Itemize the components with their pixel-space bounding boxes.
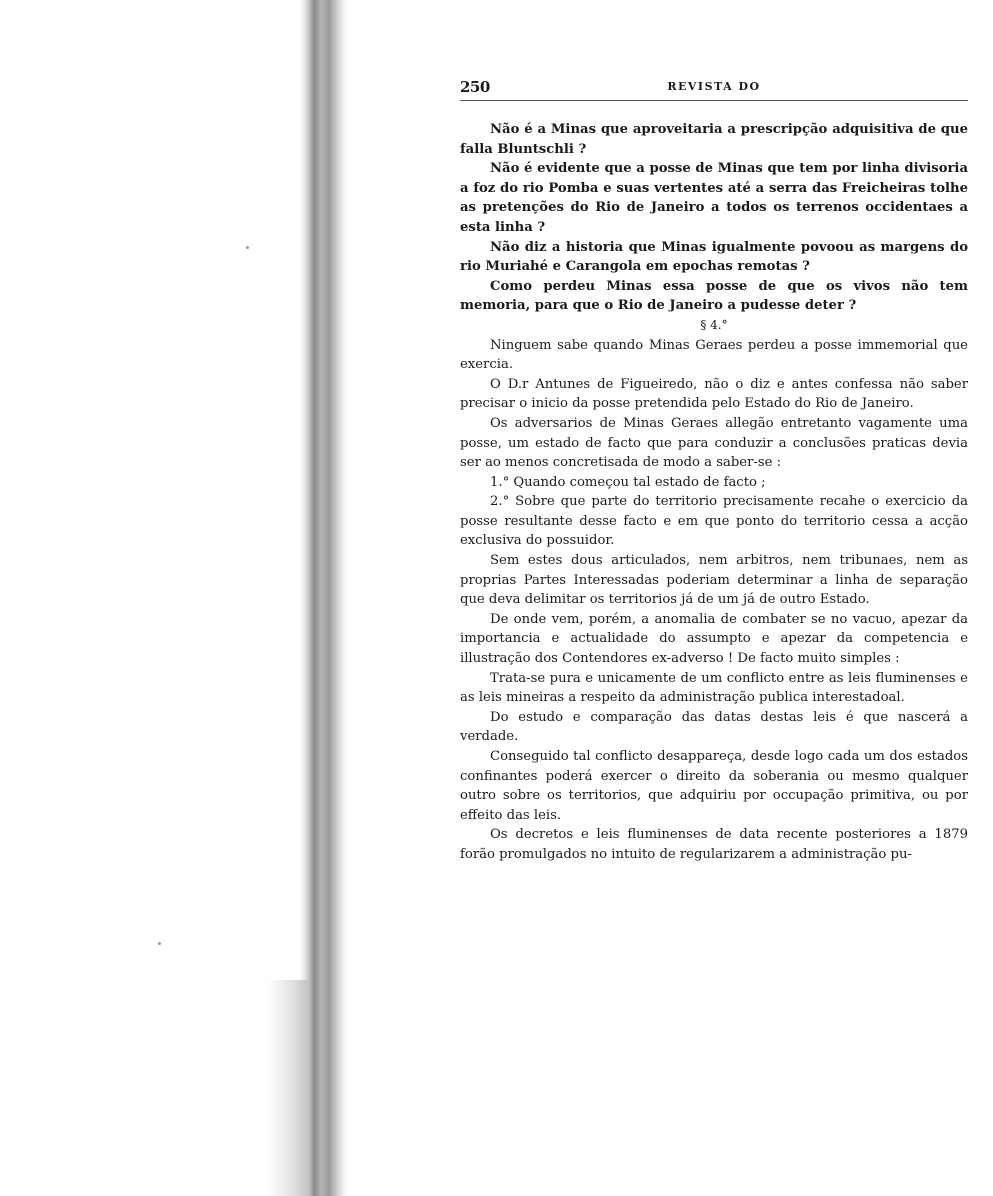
body-text [460, 120, 968, 865]
paragraph: Não diz a historia que Minas igualmente povoou as margens do rio Muriahé e Carangola em epochas remotas ? [460, 239, 968, 275]
section-heading: § 4.° [700, 317, 728, 332]
book-gutter-edge [268, 980, 308, 1196]
paper-speck [158, 942, 161, 945]
paragraph: Como perdeu Minas essa posse de que os vivos não tem memoria, para que o Rio de Janeiro a pudesse deter ? [460, 278, 968, 314]
paragraph: Os adversarios de Minas Geraes allegão entretanto vagamente uma posse, um estado de facto que para conduzir a conclusões praticas devia ser ao menos concretisada de modo a saber-se : [460, 415, 968, 471]
list-item: 2.° Sobre que parte do territorio precisamente recahe o exercicio da posse resultante desse facto e em que ponto do territorio cessa a acção exclusiva do possuidor. [460, 494, 968, 549]
page-header [460, 78, 968, 101]
paragraph: Ninguem sabe quando Minas Geraes perdeu a posse immemorial que exercia. [460, 337, 968, 373]
paragraph: De onde vem, porém, a anomalia de combater se no vacuo, apezar da importancia e actualidade do assumpto e apezar da competencia e illustração dos Contendores ex-adverso ! De facto muito simples : [460, 611, 968, 667]
paragraph: Do estudo e comparação das datas destas leis é que nascerá a verdade. [460, 709, 968, 745]
paragraph: O D.r Antunes de Figueiredo, não o diz e antes confessa não saber precisar o inicio da posse pretendida pelo Estado do Rio de Janeiro. [460, 376, 968, 412]
paragraph: Sem estes dous articulados, nem arbitros, nem tribunaes, nem as proprias Partes Interessadas poderiam determinar a linha de separação que deva delimitar os territorios já de um já de outro Estado. [460, 553, 968, 608]
paragraph: Não é a Minas que aproveitaria a prescripção adquisitiva de que falla Bluntschli ? [460, 122, 968, 157]
paragraph: Trata-se pura e unicamente de um conflicto entre as leis fluminenses e as leis mineiras a respeito da administração publica interestadoal. [460, 670, 968, 706]
paragraph: Não é evidente que a posse de Minas que tem por linha divisoria a foz do rio Pomba e suas vertentes até a serra das Freicheiras tolhe as pretenções do Rio de Janeiro a todos os terrenos occidentaes a esta linha ? [460, 161, 968, 235]
paper-speck [246, 246, 249, 249]
page-number: 250 [460, 78, 490, 96]
paragraph: Os decretos e leis fluminenses de data recente posteriores a 1879 forão promulgados no intuito de regularizarem a administração pu- [460, 827, 968, 862]
paragraph: Conseguido tal conflicto desappareça, desde logo cada um dos estados confinantes poderá exercer o direito da soberania ou mesmo qualquer outro sobre os territorios, que adquiriu por occupação primitiva, ou por effeito das leis. [460, 749, 968, 823]
list-item: 1.° Quando começou tal estado de facto ; [490, 474, 766, 490]
running-head: REVISTA DO [667, 80, 761, 93]
